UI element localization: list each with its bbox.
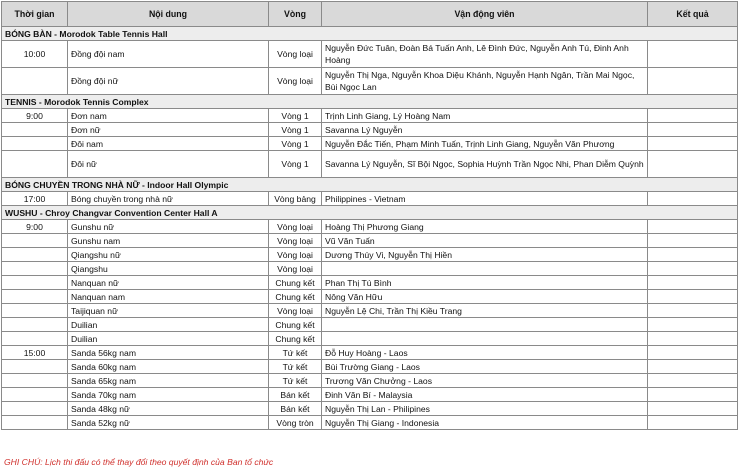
section-title: WUSHU - Chroy Changvar Convention Center Hall A xyxy=(2,206,738,220)
cell-result xyxy=(648,123,738,137)
cell-time xyxy=(2,248,68,262)
cell-content: Đôi nữ xyxy=(68,151,269,178)
section-header-row xyxy=(2,95,738,109)
section-header-row xyxy=(2,206,738,220)
cell-athletes: Trịnh Linh Giang, Lý Hoàng Nam xyxy=(322,109,648,123)
cell-round: Bán kết xyxy=(269,388,322,402)
cell-round: Vòng 1 xyxy=(269,151,322,178)
cell-content: Qiangshu nữ xyxy=(68,248,269,262)
cell-round: Vòng tròn xyxy=(269,416,322,430)
cell-time xyxy=(2,416,68,430)
cell-content: Gunshu nữ xyxy=(68,220,269,234)
cell-round: Chung kết xyxy=(269,276,322,290)
cell-content: Sanda 48kg nữ xyxy=(68,402,269,416)
schedule-row xyxy=(2,290,738,304)
cell-content: Duilian xyxy=(68,318,269,332)
cell-round: Vòng 1 xyxy=(269,109,322,123)
cell-content: Taijiquan nữ xyxy=(68,304,269,318)
schedule-row xyxy=(2,318,738,332)
cell-content: Duilian xyxy=(68,332,269,346)
cell-content: Sanda 70kg nam xyxy=(68,388,269,402)
cell-athletes: Nguyễn Thị Nga, Nguyễn Khoa Diệu Khánh, Nguyễn Hạnh Ngân, Trần Mai Ngọc, Bùi Ngọc Lan xyxy=(322,68,648,95)
cell-round: Vòng bảng xyxy=(269,192,322,206)
header-time: Thời gian xyxy=(2,2,68,27)
cell-content: Sanda 60kg nam xyxy=(68,360,269,374)
section-title: TENNIS - Morodok Tennis Complex xyxy=(2,95,738,109)
schedule-row xyxy=(2,304,738,318)
cell-result xyxy=(648,68,738,95)
schedule-row xyxy=(2,388,738,402)
cell-result xyxy=(648,318,738,332)
cell-result xyxy=(648,304,738,318)
cell-round: Vòng loại xyxy=(269,41,322,68)
cell-content: Đơn nam xyxy=(68,109,269,123)
cell-result xyxy=(648,374,738,388)
cell-content: Bóng chuyền trong nhà nữ xyxy=(68,192,269,206)
cell-round: Tứ kết xyxy=(269,346,322,360)
cell-athletes: Dương Thúy Vi, Nguyễn Thị Hiền xyxy=(322,248,648,262)
cell-round: Chung kết xyxy=(269,290,322,304)
cell-athletes: Philippines - Vietnam xyxy=(322,192,648,206)
header-row xyxy=(2,2,738,27)
schedule-row xyxy=(2,346,738,360)
cell-round: Tứ kết xyxy=(269,374,322,388)
cell-result xyxy=(648,332,738,346)
cell-athletes: Trương Văn Chưởng - Laos xyxy=(322,374,648,388)
cell-content: Nanquan nam xyxy=(68,290,269,304)
schedule-row xyxy=(2,360,738,374)
cell-time: 10:00 xyxy=(2,41,68,68)
cell-round: Bán kết xyxy=(269,402,322,416)
cell-time: 15:00 xyxy=(2,346,68,360)
cell-result xyxy=(648,192,738,206)
cell-content: Đồng đội nam xyxy=(68,41,269,68)
cell-result xyxy=(648,388,738,402)
cell-result xyxy=(648,346,738,360)
cell-athletes: Đinh Văn Bí - Malaysia xyxy=(322,388,648,402)
cell-content: Nanquan nữ xyxy=(68,276,269,290)
cell-athletes: Nông Văn Hữu xyxy=(322,290,648,304)
cell-content: Đơn nữ xyxy=(68,123,269,137)
cell-round: Chung kết xyxy=(269,318,322,332)
cell-round: Vòng loại xyxy=(269,304,322,318)
cell-time xyxy=(2,234,68,248)
cell-content: Gunshu nam xyxy=(68,234,269,248)
section-title: BÓNG BÀN - Morodok Table Tennis Hall xyxy=(2,27,738,41)
section-header-row xyxy=(2,178,738,192)
cell-round: Vòng loại xyxy=(269,262,322,276)
cell-result xyxy=(648,41,738,68)
cell-time xyxy=(2,374,68,388)
cell-time xyxy=(2,276,68,290)
cell-time xyxy=(2,68,68,95)
cell-round: Vòng 1 xyxy=(269,137,322,151)
schedule-row xyxy=(2,151,738,178)
cell-round: Vòng 1 xyxy=(269,123,322,137)
cell-content: Qiangshu xyxy=(68,262,269,276)
cell-content: Đồng đội nữ xyxy=(68,68,269,95)
header-athletes: Vận động viên xyxy=(322,2,648,27)
cell-round: Chung kết xyxy=(269,332,322,346)
cell-athletes xyxy=(322,318,648,332)
cell-time xyxy=(2,332,68,346)
header-content: Nội dung xyxy=(68,2,269,27)
cell-result xyxy=(648,402,738,416)
cell-time xyxy=(2,304,68,318)
cell-result xyxy=(648,276,738,290)
cell-content: Sanda 52kg nữ xyxy=(68,416,269,430)
cell-result xyxy=(648,234,738,248)
cell-athletes: Phan Thị Tú Bình xyxy=(322,276,648,290)
cell-result xyxy=(648,137,738,151)
schedule-row xyxy=(2,220,738,234)
cell-athletes: Nguyễn Lệ Chi, Trần Thị Kiều Trang xyxy=(322,304,648,318)
cell-time xyxy=(2,123,68,137)
cell-round: Vòng loại xyxy=(269,248,322,262)
cell-athletes: Nguyễn Thị Giang - Indonesia xyxy=(322,416,648,430)
schedule-container xyxy=(1,1,737,430)
cell-content: Sanda 56kg nam xyxy=(68,346,269,360)
cell-athletes: Nguyễn Đức Tuân, Đoàn Bá Tuấn Anh, Lê Đình Đức, Nguyễn Anh Tú, Đinh Anh Hoàng xyxy=(322,41,648,68)
schedule-row xyxy=(2,109,738,123)
schedule-row xyxy=(2,374,738,388)
cell-athletes: Vũ Văn Tuấn xyxy=(322,234,648,248)
cell-time xyxy=(2,137,68,151)
cell-time: 17:00 xyxy=(2,192,68,206)
schedule-row xyxy=(2,68,738,95)
cell-content: Sanda 65kg nam xyxy=(68,374,269,388)
cell-time xyxy=(2,402,68,416)
cell-time xyxy=(2,388,68,402)
cell-round: Vòng loại xyxy=(269,220,322,234)
cell-time xyxy=(2,151,68,178)
header-round: Vòng xyxy=(269,2,322,27)
cell-athletes: Nguyễn Đắc Tiến, Phạm Minh Tuấn, Trịnh Linh Giang, Nguyễn Văn Phương xyxy=(322,137,648,151)
cell-result xyxy=(648,416,738,430)
schedule-row xyxy=(2,332,738,346)
schedule-body xyxy=(2,27,738,430)
cell-round: Vòng loại xyxy=(269,68,322,95)
schedule-note: GHI CHÚ: Lịch thi đấu có thể thay đổi theo quyết định của Ban tổ chức xyxy=(4,457,274,467)
cell-athletes: Đỗ Huy Hoàng - Laos xyxy=(322,346,648,360)
cell-round: Vòng loại xyxy=(269,234,322,248)
schedule-row xyxy=(2,416,738,430)
section-header-row xyxy=(2,27,738,41)
section-title: BÓNG CHUYỀN TRONG NHÀ NỮ - Indoor Hall Olympic xyxy=(2,178,738,192)
cell-athletes: Bùi Trường Giang - Laos xyxy=(322,360,648,374)
cell-result xyxy=(648,109,738,123)
cell-athletes xyxy=(322,262,648,276)
schedule-row xyxy=(2,192,738,206)
header-result: Kết quả xyxy=(648,2,738,27)
schedule-row xyxy=(2,123,738,137)
cell-result xyxy=(648,151,738,178)
cell-result xyxy=(648,220,738,234)
schedule-row xyxy=(2,402,738,416)
cell-time xyxy=(2,360,68,374)
cell-time xyxy=(2,290,68,304)
cell-content: Đôi nam xyxy=(68,137,269,151)
cell-athletes: Savanna Lý Nguyễn, Sĩ Bội Ngọc, Sophia Huỳnh Trần Ngọc Nhi, Phan Diễm Quỳnh xyxy=(322,151,648,178)
cell-athletes: Nguyễn Thị Lan - Philipines xyxy=(322,402,648,416)
schedule-row xyxy=(2,262,738,276)
cell-result xyxy=(648,262,738,276)
schedule-table xyxy=(1,1,738,430)
cell-athletes: Hoàng Thị Phương Giang xyxy=(322,220,648,234)
schedule-row xyxy=(2,137,738,151)
schedule-row xyxy=(2,248,738,262)
cell-result xyxy=(648,290,738,304)
cell-time: 9:00 xyxy=(2,109,68,123)
cell-time xyxy=(2,262,68,276)
cell-athletes: Savanna Lý Nguyễn xyxy=(322,123,648,137)
schedule-row xyxy=(2,234,738,248)
cell-athletes xyxy=(322,332,648,346)
cell-time: 9:00 xyxy=(2,220,68,234)
cell-result xyxy=(648,360,738,374)
schedule-row xyxy=(2,276,738,290)
schedule-row xyxy=(2,41,738,68)
cell-result xyxy=(648,248,738,262)
cell-round: Tứ kết xyxy=(269,360,322,374)
cell-time xyxy=(2,318,68,332)
